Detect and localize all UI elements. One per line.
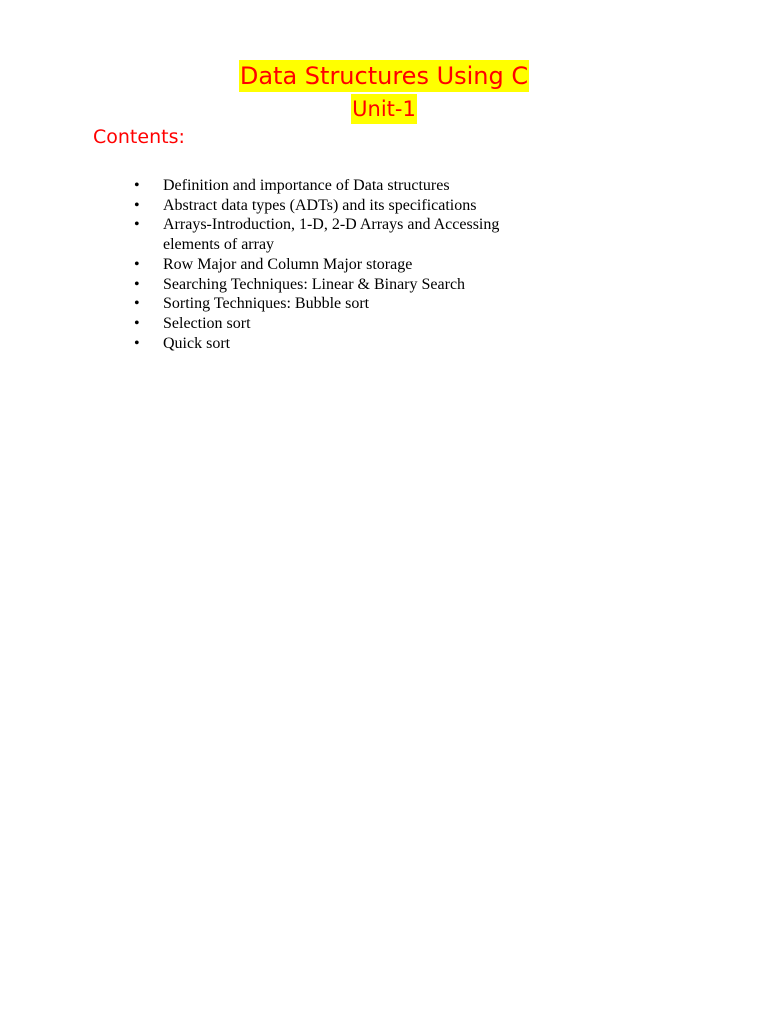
- document-title: Data Structures Using C: [239, 62, 529, 90]
- list-item: [134, 255, 554, 275]
- topic-list: [134, 176, 554, 353]
- list-item: [134, 294, 554, 314]
- document-subtitle: Unit-1: [351, 94, 417, 124]
- list-item: [134, 215, 554, 254]
- list-item: [134, 275, 554, 295]
- bullet-icon: •: [134, 295, 140, 313]
- topic-text: Quick sort: [163, 334, 231, 352]
- bullet-icon: •: [134, 255, 140, 273]
- list-item: [134, 176, 554, 196]
- topic-text: Arrays-Introduction, 1-D, 2-D Arrays and Accessing elements of array: [163, 216, 500, 254]
- topic-text: Sorting Techniques: Bubble sort: [163, 295, 370, 313]
- bullet-icon: •: [134, 177, 140, 194]
- bullet-icon: •: [134, 334, 140, 352]
- title-block: [0, 60, 768, 124]
- bullet-icon: •: [134, 275, 140, 293]
- list-item: [134, 196, 554, 216]
- topic-text: Definition and importance of Data structures: [163, 177, 450, 194]
- contents-heading: Contents:: [93, 126, 185, 148]
- list-item: [134, 314, 554, 334]
- list-item: [134, 334, 554, 354]
- bullet-icon: •: [134, 216, 140, 234]
- topic-text: Searching Techniques: Linear & Binary Search: [163, 275, 466, 293]
- topic-text: Abstract data types (ADTs) and its specifications: [163, 196, 477, 214]
- bullet-icon: •: [134, 314, 140, 332]
- bullet-icon: •: [134, 196, 140, 214]
- topic-text: Selection sort: [163, 314, 251, 332]
- topic-text: Row Major and Column Major storage: [163, 255, 413, 273]
